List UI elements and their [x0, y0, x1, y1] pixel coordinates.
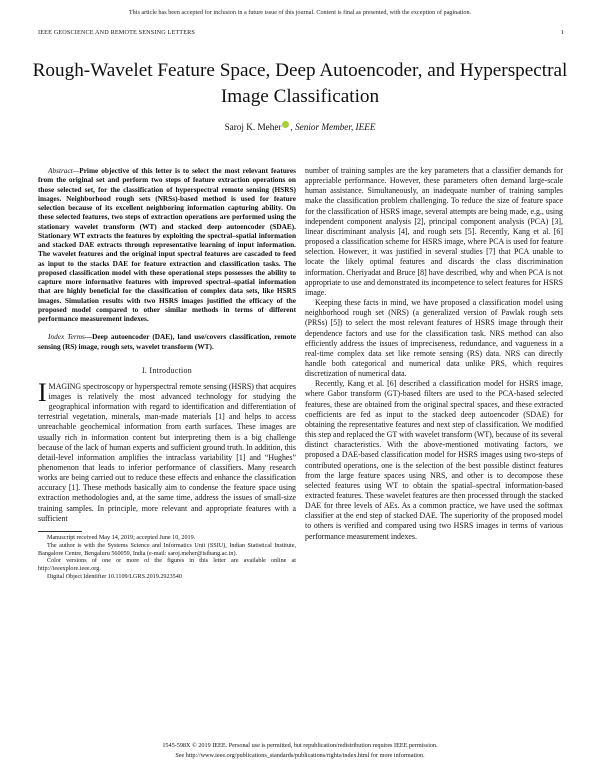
index-terms-text: Deep autoencoder (DAE), land use/covers classification, remote sensing (RS) image, rough sets, wavelet transform (WT). [38, 332, 297, 351]
orcid-icon[interactable] [282, 121, 289, 128]
journal-running-head: IEEE GEOSCIENCE AND REMOTE SENSING LETTERS [38, 29, 196, 36]
footnote-color: Color versions of one or more of the figures in this letter are available online at http://ieeexplore.ieee.org. [38, 558, 296, 573]
left-column [38, 166, 296, 582]
abstract: Abstract—Prime objective of this letter is to select the most relevant features from the original set and perform two steps of feature extraction operations on those selected set, for the classification of hyperspectral remote sensing (HSRS) images. Neighborhood rough sets (NRSs)-based method is used for feature selection because of its excellent neighboring information capturing ability. On these selected features, two steps of extraction operations are performed using the stationary wavelet transform (WT) and stacked deep autoencoder (SDAE). Stationary WT extracts the features by exploiting the spectral–spatial information and stacked DAE extracts through representative learning of input information. The wavelet features and the original input spectral features are cascaded to feed as input to the stacks DAE for feature extraction and classification tasks. The proposed classification model with these operational steps possesses the ability to capture more informative features with improved spectral–spatial information that are highly beneficial for the classification of complex data sets, like HSRS images. Simulation results with two HSRS images justified the efficacy of the proposed model compared to other similar methods in terms of different performance measurement indexes. [38, 166, 296, 323]
author-line: Saroj K. Meher , Senior Member, IEEE [224, 122, 376, 132]
copyright-line: 1545-598X © 2019 IEEE. Personal use is permitted, but republication/redistribution requires IEEE permission. [162, 742, 438, 749]
index-terms-label: Index Terms [48, 332, 85, 342]
section-heading: I. Introduction [141, 365, 193, 375]
introduction-paragraph [38, 377, 296, 524]
permissions-link-line: See http://www.ieee.org/publications_standards/publications/rights/index.html for more information. [175, 752, 425, 759]
footnote-rule [38, 531, 82, 532]
abstract-text: Prime objective of this letter is to select the most relevant features from the original set and perform two steps of feature extraction operations on those selected set, for the classification of hyperspectral remote sensing (HSRS) images. Neighborhood rough sets (NRSs)-based method is used for feature selection because of its excellent neighboring information capturing ability. On these selected features, two steps of extraction operations are performed using the stationary wavelet transform (WT) and stacked deep autoencoder (SDAE). Stationary WT extracts the features by exploiting the spectral–spatial information and stacked DAE extracts through representative learning of input information. The wavelet features and the original input spectral features are cascaded to feed as input to the stacks DAE for feature extraction and classification tasks. The proposed classification model with these operational steps possesses the ability to capture more informative features with improved spectral–spatial information that are highly beneficial for the classification of complex data sets, like HSRS images. Simulation results with two HSRS images justified the efficacy of the proposed model compared to other similar methods in terms of different performance measurement indexes. [38, 166, 296, 323]
body-paragraph: Recently, Kang et al. [6] described a classification model for HSRS image, where Gabor transform (GT)-based filters are used to the PCA-based selected features, these are obtained from the original spectral spaces, and these extracted coefficients are fed as input to the stacked deep autoencoder (SDAE) for obtaining the representative features and next step of classification. We modified this step and replaced the GT with wavelet transform (WT), because of its several distinct characteristics. With the above-mentioned motivating factors, we proposed a DAE-based classification model for HSRS images using two-steps of contributed operations, one is the selection of the best possible distinct features from the large feature spaces using NRS, and other is to decompose these selected features using WT to obtain the spatial–spectral information-based extracted features. These wavelet features are then processed through the stacked DAE for three levels of AEs. As a common practice, we have used the softmax classifier at the end step of stacked DAE. The superiority of the proposed model to others is verified and compared using two HSRS images in terms of various performance measurement indexes. [305, 379, 563, 541]
footnote-affiliation: The author is with the Systems Science and Informatics Unit (SSIU), Indian Statistical Institute, Bangalore Centre, Bengaluru 560059, India (e-mail: saroj.meher@isibang.ac.in). [38, 542, 296, 557]
page-number: 1 [560, 29, 564, 36]
author-membership: Senior Member, IEEE [295, 122, 376, 132]
footnote-doi: Digital Object Identifier 10.1109/LGRS.2019.2923540 [47, 574, 182, 581]
right-column [305, 166, 563, 542]
introduction-text: MAGING spectroscopy or hyperspectral remote sensing (HSRS) that acquires images is relatively the most advanced technology for studying the geographical information with regard to identification and differentiation of terrestrial vegetation, minerals, man-made materials [1] and helps to access unreachable geochemical information from earth surfaces. These images are usually rich in information content but interpreting them is a big challenge because of the lack of human experts and sufficient ground truth. In addition, this detail-level information amplifies the intraclass variability [1] and “Hughes” phenomenon that leads to inferior performance of classifiers. Many research works are being carried out to reduce these effects and enhance the classification accuracy [1]. These methods basically aim to condense the feature space using extraction methodologies and, at the same time, address the issues of small-size training samples. In principle, more relevant and appropriate features with a sufficient [38, 381, 296, 523]
body-paragraph: number of training samples are the key parameters that a classifier demands for appreciable performance. However, these parameters often demand large-scale human assistance. Simultaneously, an inadequate number of training samples make the classification problem challenging. To reduce the size of feature space for the classification of HSRS image, several attempts are being made, e.g., using independent component analysis [2], principal component analysis (PCA) [3], linear discriminant analysis [4], and rough sets [5]. Recently, Kang et al. [6] proposed a classification scheme for HSRS image, where PCA is used for feature selection. However, it was justified in several studies [7] that PCA unable to locate the likely optimal features and discards the class discrimination information. Cheriyadat and Bruce [8] have described, why and when PCA is not appropriate to use and demonstrated its incompetence to select features for HSRS image. [305, 166, 563, 297]
author-name: Saroj K. Meher [224, 122, 282, 132]
abstract-label: Abstract [48, 166, 73, 175]
drop-cap: I [38, 377, 47, 407]
footnote-received: Manuscript received May 14, 2019; accepted June 10, 2019. [47, 534, 196, 541]
acceptance-note: This article has been accepted for inclusion in a future issue of this journal. Content is final as presented, with the exception of pagination. [128, 9, 472, 16]
paper-title: Rough-Wavelet Feature Space, Deep Autoencoder, and Hyperspectral Image Classification [32, 60, 568, 107]
index-terms: Index Terms—Deep autoencoder (DAE), land use/covers classification, remote sensing (RS) image, rough sets, wavelet transform (WT). [38, 332, 297, 351]
body-paragraph: Keeping these facts in mind, we have proposed a classification model using neighborhood rough set (NRS) (a generalized version of Pawlak rough sets (PRSs) [5]) to select the most relevant features of HSRS image through their dependence factors and use for the classification task. NRS method can also efficiently address the issues of impreciseness, redundance, and vagueness in a real-time complex data set like remote sensing (RS) data. NRS can directly handle both categorical and numerical data unlike PRS, which requires discretization of numerical data. [305, 298, 563, 379]
